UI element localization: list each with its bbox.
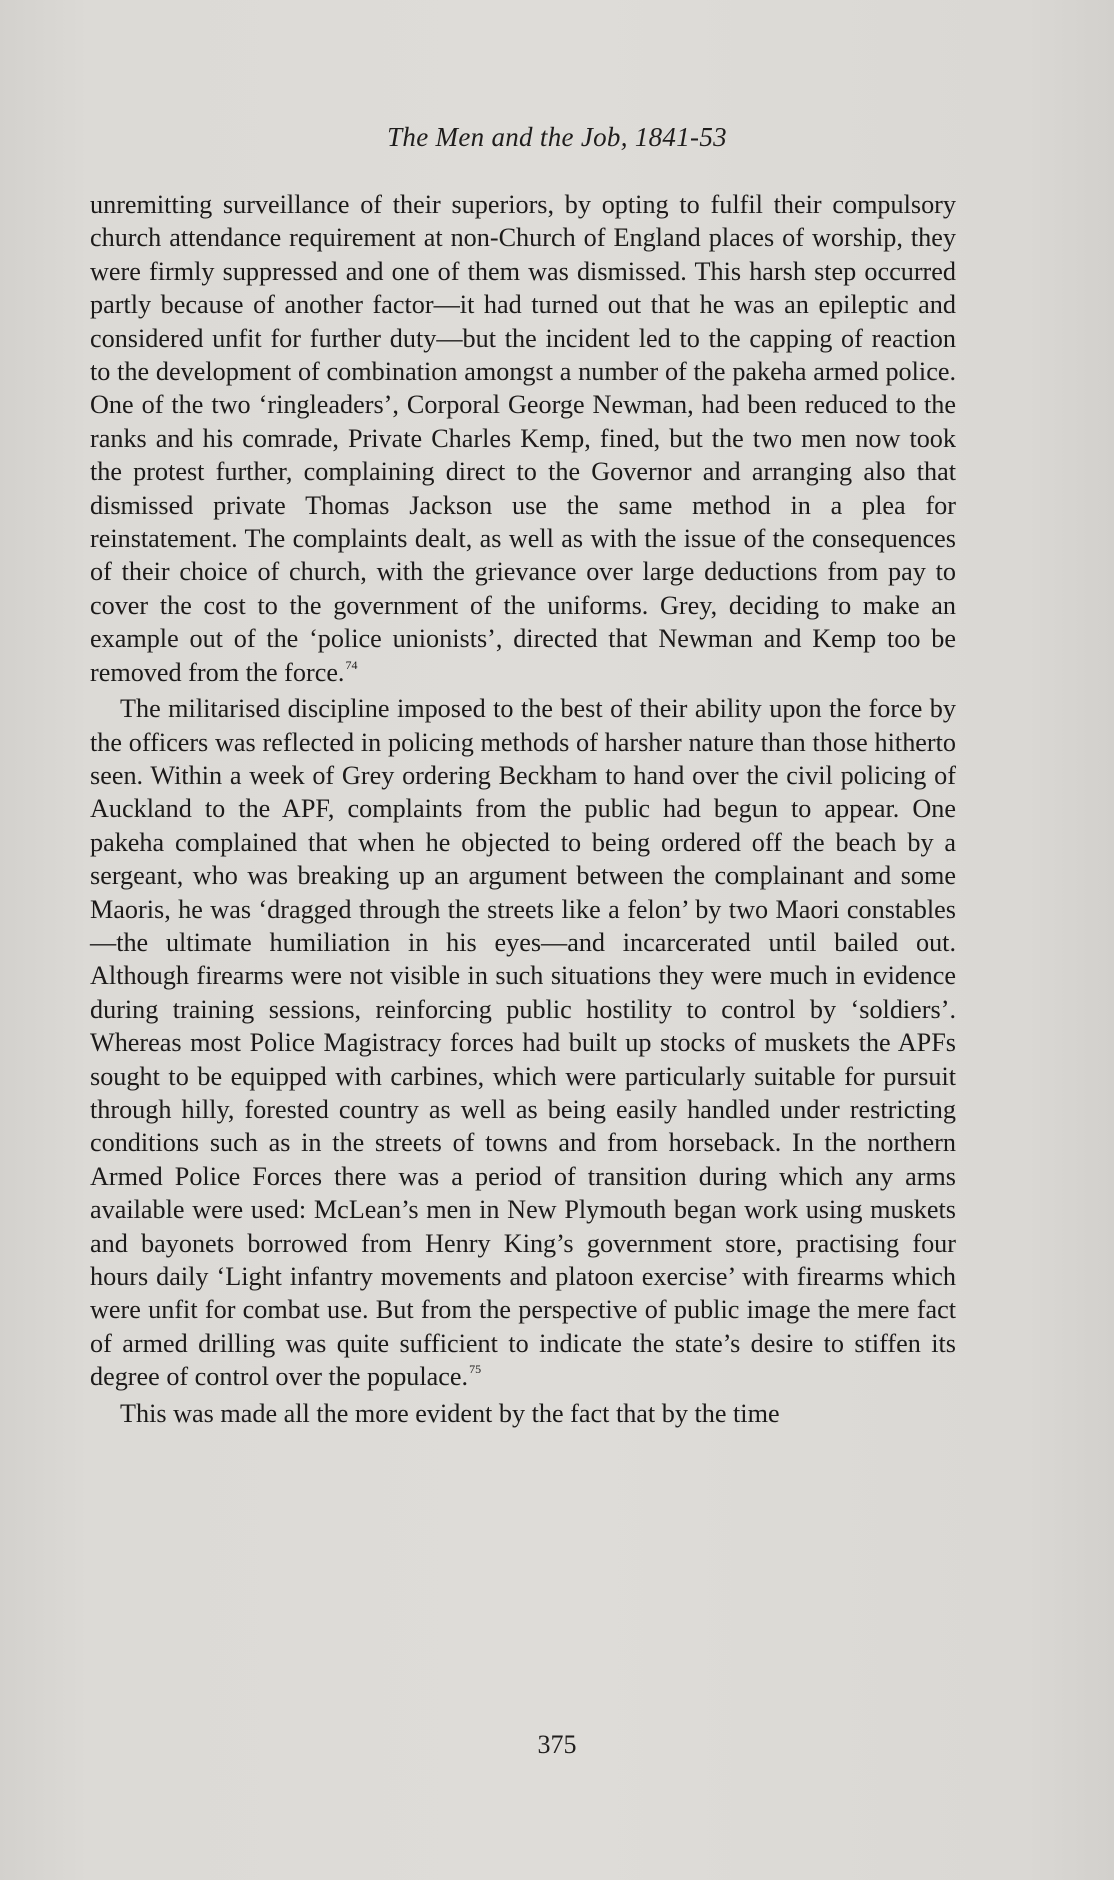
page-number: 375: [537, 1730, 577, 1759]
paragraph: [90, 1397, 956, 1430]
paragraph: [90, 692, 956, 1394]
paragraph-text: The militarised discipline imposed to the best of their ability upon the force by the officers was reflected in policing methods of harsher nature than those hitherto seen. Within a week of Grey ordering Beckham to hand over the civil policing of Auckland to the APF, complaints from the public had begun to appear. One pakeha complained that when he objected to being ordered off the beach by a sergeant, who was breaking up an argument between the complainant and some Maoris, he was ‘dragged through the streets like a felon’ by two Maori constables—the ultimate humiliation in his eyes—and incarcerated until bailed out. Although firearms were not visible in such situations they were much in evidence during training sessions, reinforcing public hostility to control by ‘soldiers’. Whereas most Police Magistracy forces had built up stocks of muskets the APFs sought to be equipped with carbines, which were particularly suitable for pursuit through hilly, forested country as well as being easily handled under restricting conditions such as in the streets of towns and from horseback. In the northern Armed Police Forces there was a period of transition during which any arms available were used: McLean’s men in New Plymouth began work using muskets and bayonets borrowed from Henry King’s government store, practising four hours daily ‘Light infantry movements and platoon exercise’ with firearms which were unfit for combat use. But from the perspective of public image the mere fact of armed drilling was quite sufficient to indicate the state’s desire to stiffen its degree of control over the populace.: [90, 694, 956, 1392]
paragraph-text: unremitting surveillance of their superiors, by opting to fulfil their compulsory church attendance requirement at non-Church of England places of worship, they were firmly suppressed and one of them was dismissed. This harsh step occurred partly because of another factor—it had turned out that he was an epileptic and considered unfit for further duty—but the incident led to the capping of reaction to the development of combination amongst a number of the pakeha armed police. One of the two ‘ringleaders’, Corporal George Newman, had been reduced to the ranks and his comrade, Private Charles Kemp, fined, but the two men now took the protest further, complaining direct to the Governor and arranging also that dismissed private Thomas Jackson use the same method in a plea for reinstatement. The complaints dealt, as well as with the issue of the consequences of their choice of church, with the grievance over large deductions from pay to cover the cost to the government of the uniforms. Grey, deciding to make an example out of the ‘police unionists’, directed that Newman and Kemp too be removed from the force.: [90, 190, 956, 687]
footnote-marker[interactable]: 75: [469, 1362, 482, 1377]
paragraph-text: This was made all the more evident by the fact that by the time: [120, 1398, 780, 1428]
running-head: The Men and the Job, 1841-53: [387, 122, 727, 152]
paragraph: [90, 188, 956, 689]
body-text: [90, 188, 956, 1430]
footnote-marker[interactable]: 74: [345, 657, 358, 672]
